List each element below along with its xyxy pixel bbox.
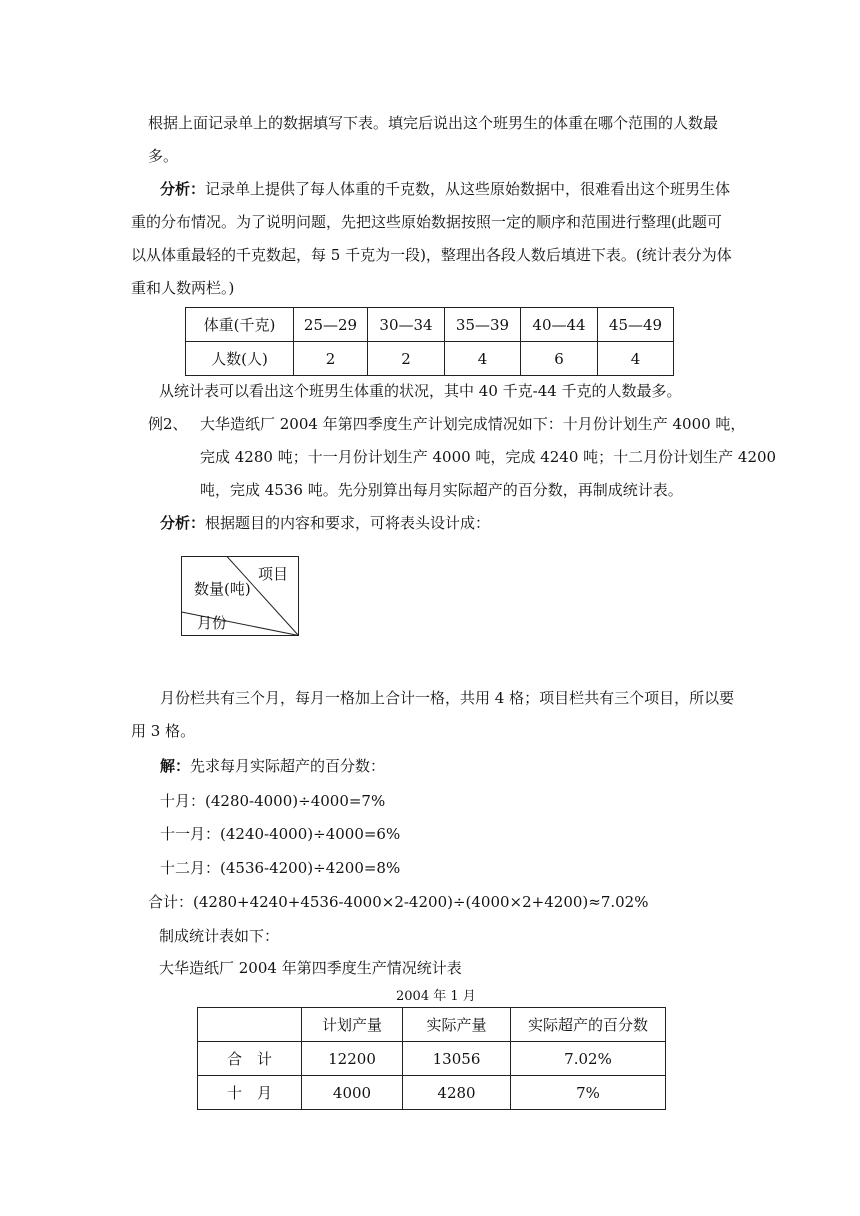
analysis-1-first-line bbox=[160, 179, 730, 199]
table-cell: 6 bbox=[521, 342, 598, 376]
example-2-line-2: 完成 4280 吨；十一月份计划生产 4000 吨，完成 4240 吨；十二月份计划生产 4200 bbox=[200, 448, 777, 466]
analysis-label: 分析： bbox=[160, 514, 206, 532]
stat-table-title: 大华造纸厂 2004 年第四季度生产情况统计表 bbox=[159, 959, 462, 977]
analysis-label: 分析： bbox=[160, 180, 206, 198]
table-header-cell: 实际产量 bbox=[403, 1008, 511, 1042]
solution-text: 先求每月实际超产的百分数： bbox=[190, 757, 386, 775]
table-row bbox=[186, 308, 674, 342]
table-row bbox=[198, 1042, 666, 1076]
diagonal-header-diagram bbox=[181, 556, 299, 636]
table-cell: 25—29 bbox=[294, 308, 368, 342]
table-row-header: 十 月 bbox=[198, 1076, 302, 1110]
intro-line-2: 多。 bbox=[148, 147, 179, 165]
table-cell: 4 bbox=[598, 342, 674, 376]
stat-table-date: 2004 年 1 月 bbox=[396, 989, 476, 1004]
table-header-cell: 实际超产的百分数 bbox=[511, 1008, 666, 1042]
make-table-line: 制成统计表如下： bbox=[159, 927, 280, 945]
example-2-line-3: 吨，完成 4536 吨。先分别算出每月实际超产的百分数，再制成统计表。 bbox=[200, 481, 683, 499]
header-quantity-label: 数量(吨) bbox=[194, 580, 251, 598]
table-cell: 45—49 bbox=[598, 308, 674, 342]
explain-line-1: 月份栏共有三个月，每月一格加上合计一格，共用 4 格；项目栏共有三个项目，所以要 bbox=[160, 689, 735, 707]
calc-total: 合计：(4280+4240+4536-4000×2-4200)÷(4000×2+4200)≈7.02% bbox=[148, 893, 649, 911]
table-row bbox=[198, 1076, 666, 1110]
table-row-header: 合 计 bbox=[198, 1042, 302, 1076]
conclusion-1: 从统计表可以看出这个班男生体重的状况，其中 40 千克-44 千克的人数最多。 bbox=[159, 382, 682, 400]
analysis-1-line-4: 重和人数两栏。) bbox=[131, 279, 235, 297]
calc-october: 十月：(4280-4000)÷4000=7% bbox=[160, 792, 386, 810]
table-row bbox=[186, 342, 674, 376]
table-header-row bbox=[198, 1008, 666, 1042]
table-cell: 2 bbox=[294, 342, 368, 376]
table-header-cell: 计划产量 bbox=[302, 1008, 403, 1042]
solution-line bbox=[160, 756, 385, 776]
header-month-label: 月份 bbox=[197, 614, 228, 632]
table-cell: 40—44 bbox=[521, 308, 598, 342]
analysis-text: 根据题目的内容和要求，可将表头设计成： bbox=[205, 514, 491, 532]
table-cell: 12200 bbox=[302, 1042, 403, 1076]
table-cell: 4280 bbox=[403, 1076, 511, 1110]
table-cell: 7.02% bbox=[511, 1042, 666, 1076]
solution-label: 解： bbox=[160, 757, 191, 775]
table-cell: 7% bbox=[511, 1076, 666, 1110]
table-cell: 30—34 bbox=[368, 308, 445, 342]
table-row-header: 体重(千克) bbox=[186, 308, 294, 342]
weight-distribution-table bbox=[185, 307, 674, 376]
analysis-1-line-3: 以从体重最轻的千克数起，每 5 千克为一段)，整理出各段人数后填进下表。(统计表分为体 bbox=[131, 246, 732, 264]
table-cell: 4 bbox=[445, 342, 521, 376]
analysis-1-line-2: 重的分布情况。为了说明问题，先把这些原始数据按照一定的顺序和范围进行整理(此题可 bbox=[131, 213, 722, 231]
table-cell: 2 bbox=[368, 342, 445, 376]
example-2-line-1: 大华造纸厂 2004 年第四季度生产计划完成情况如下：十月份计划生产 4000 吨， bbox=[200, 415, 746, 433]
calc-november: 十一月：(4240-4000)÷4000=6% bbox=[160, 825, 401, 843]
production-stat-table bbox=[197, 1007, 666, 1110]
analysis-2-line bbox=[160, 513, 490, 533]
table-cell: 13056 bbox=[403, 1042, 511, 1076]
table-header-cell bbox=[198, 1008, 302, 1042]
table-row-header: 人数(人) bbox=[186, 342, 294, 376]
example-2-label: 例2、 bbox=[148, 415, 188, 433]
table-cell: 35—39 bbox=[445, 308, 521, 342]
explain-line-2: 用 3 格。 bbox=[131, 722, 196, 740]
intro-line-1: 根据上面记录单上的数据填写下表。填完后说出这个班男生的体重在哪个范围的人数最 bbox=[148, 114, 719, 132]
table-cell: 4000 bbox=[302, 1076, 403, 1110]
analysis-text: 记录单上提供了每人体重的千克数，从这些原始数据中，很难看出这个班男生体 bbox=[205, 180, 731, 198]
header-item-label: 项目 bbox=[258, 565, 289, 583]
calc-december: 十二月：(4536-4200)÷4200=8% bbox=[160, 859, 401, 877]
